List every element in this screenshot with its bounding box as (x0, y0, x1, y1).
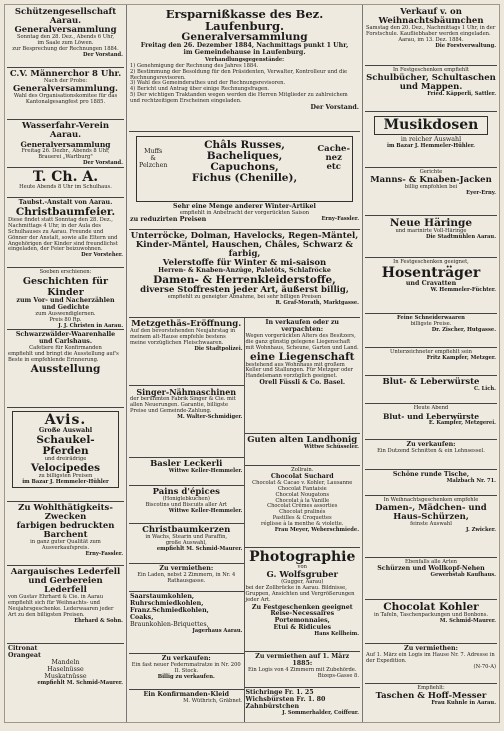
ad-vermiethen-logis-right (365, 644, 497, 684)
ad-weihnachtsbaeumchen (365, 6, 497, 66)
ad-text: Ruhrschmiedkohlen, (130, 599, 204, 607)
ad-geschichten (7, 268, 124, 330)
ad-signature: (N-70-A) (473, 663, 496, 670)
ad-text: empfiehlt in Anbetracht der vorgerückten Saison (179, 209, 310, 216)
ad-vermiethen-logis (245, 652, 361, 688)
column-middle (127, 5, 363, 722)
ad-text: und Gedichte (41, 303, 90, 311)
ad-text: Sonntag den 28. Dez., Abends 6 Uhr, (16, 34, 115, 40)
ad-text: in ganz guter Qualität zum Ausverkaufspreis. (30, 539, 101, 551)
ad-text: empfiehlt und bringt die Ausstellung auf's Beste in empfehlende Erinnerung. (8, 350, 119, 363)
ad-shawls (129, 132, 360, 230)
ad-signature: Jagerhaus Aarau. (192, 627, 243, 634)
ad-title: Schwarzwälder-Waarenhalle (15, 331, 116, 338)
list-item: 3) Wahl des Gemeinderathes und der Rechnungsrevisoren. (130, 80, 286, 87)
ad-title: Aargauisches Lederfell (10, 567, 121, 577)
ad-text: Heute Abends 8 Uhr im Schulhaus. (19, 184, 112, 190)
ad-title: Zollrain. (291, 467, 314, 473)
ad-signature: R. Graf-Morath, Marktgasse. (275, 299, 359, 306)
ad-musikdosen (365, 112, 497, 168)
ad-citronat (7, 644, 124, 709)
ad-signature: Der Vorsteher. (81, 252, 123, 259)
ad-heading: eine Liegenschaft (250, 350, 355, 363)
ad-text: bei der Zollbrücke in Aarau. Bildnisse, Gruppen, Ansichten und Vergrößerungen jeder Art. (245, 584, 355, 603)
ad-signature: Ehrhard & Sohn. (74, 617, 123, 624)
ad-schneiderwaaren (365, 314, 497, 348)
ad-heading: Taschen & Hoff-Messer (375, 690, 487, 701)
ad-title: Verkauf v. on Weihnachtsbäumchen (378, 7, 484, 26)
ad-heading: Christbaumkerzen (142, 525, 231, 535)
ad-christbaumkerzen (129, 524, 244, 564)
ad-heading: Generalversammlung (20, 140, 111, 149)
ad-text: Kinder-Mäntel, Hauschen, Châles, Schwarz & farbig, (135, 240, 354, 259)
ad-title: Wasserfahr-Verein Aarau. (21, 121, 110, 140)
ad-heading: Ausstellung (30, 362, 101, 375)
ad-text: Freitag den 26. Dezember 1884, Nachmittags punkt 1 Uhr, (140, 42, 349, 49)
ad-text: Saarstaumkohlen, (130, 593, 195, 600)
newspaper-page (4, 4, 500, 723)
ad-text: réglisse à la menthe & violette. (261, 521, 344, 528)
ad-text: Kantonalgesangfest pro 1885. (25, 98, 106, 105)
ad-signature: Die Stadtmühlen Aarau. (425, 233, 496, 240)
ad-text: Franz.Schmiedkohlen, (130, 606, 209, 614)
ad-lederfell (7, 566, 124, 644)
ad-title: In Weihnachtsgeschenken empfehle (383, 497, 479, 503)
ad-signature: Fried. Käpperli, Sattler. (427, 90, 496, 97)
ad-text: nez (325, 153, 342, 163)
ad-signature: Frau Kuhnle in Aarau. (431, 699, 496, 706)
ad-wasserfahr (7, 120, 124, 168)
ad-signature: Wittwe Keller-Hemmeler. (168, 468, 243, 474)
ad-text: Portemonnaies, (274, 617, 330, 625)
ad-photographie (245, 548, 361, 652)
ad-text: und dreirädrige (44, 455, 87, 462)
ad-text: empfiehlt zu geneigter Abnahme, bei sehr billigen Preisen (167, 293, 322, 300)
ad-signature: Bizeps-Gasse 8. (317, 672, 359, 679)
ad-title: Zu Wohlthätigkeits-Zwecken (18, 503, 113, 522)
ad-text: Ein fast neuer Federnmatratze in Nr. 200 II. Stock. (131, 661, 241, 674)
ad-title: Feine Schneiderwaaren (397, 315, 465, 321)
ad-messer (365, 684, 497, 722)
ad-heading: und Mappen. (399, 81, 463, 92)
ad-text: (Gugger, Aarau) (281, 578, 324, 585)
ad-signature: Malzbach Nr. 71. (446, 477, 496, 484)
ad-basler (129, 458, 244, 486)
ad-signature: Der Vorstand. (83, 159, 123, 166)
list-item: 5) Der wichtigen Traktanden wegen werden die Herren Mitglieder zu zahlreichem und rechtzeitigem Erscheinen eingeladen. (130, 92, 348, 105)
ad-text: von Gustav Ehrhard & Cie. in Aarau empfiehlt sich für Weihnachts- und Neujahrsgeschenke. Lederwaaren jeder Art zu den billigsten Preisen. (8, 594, 114, 618)
ad-title: Zu vermiethen auf 1. März 1885: (255, 653, 350, 667)
ad-signature: M. Wüthrich, Gräbnet. (183, 697, 243, 704)
ad-heading: Damen- & Herrenkleiderstoffe, (153, 273, 336, 286)
ad-signature: E. Kampfer, Metzgerei. (428, 419, 496, 426)
ad-signature: Gewerbstab Kaufhaus. (430, 571, 496, 578)
ad-metzger-kampfer (365, 348, 497, 376)
ad-text: Mandeln (51, 658, 80, 666)
ad-text: Orangeat (8, 651, 41, 659)
ad-hosentraeger (365, 258, 497, 314)
ad-signature: Der Vorstand. (310, 104, 359, 112)
ad-heading: Christbaumfeier. (15, 205, 116, 218)
ad-text: Ein Dutzend Schnitten & ein Lehnsessel. (377, 447, 485, 454)
ad-title: Zu verkaufen: (161, 655, 211, 662)
ad-title: Empfiehlt: (417, 685, 445, 691)
ad-text: Muffs (144, 148, 163, 155)
ad-text: zur Besprechung der Rechnungen 1884. (12, 45, 119, 52)
ad-text: Muskatnüsse (44, 672, 87, 680)
ad-text: Auf den bevorstehenden Neujahrstag in meinem alt-Hause empfehle bestens meine vorzüglichen Fleischwaaren. (130, 328, 236, 346)
ad-liegenschaft (245, 318, 361, 434)
ad-text: zu billigsten Preisen (38, 472, 93, 479)
ad-heading: Avis. (44, 412, 87, 428)
ad-leberwuerste (365, 404, 497, 440)
ad-signature: J. J. Christen in Aarau. (58, 322, 123, 329)
ad-signature: Dr. Zischer, Hutgasse. (431, 326, 496, 333)
column-left (5, 5, 127, 722)
ad-maennerchor (7, 68, 124, 120)
ad-text: etc (326, 162, 341, 172)
ad-signature: C. Lich. (473, 386, 496, 392)
list-item: 2) Bestimmung der Besoldung für den Präsidenten, Verwalter, Kontrolleur und die Rechnungsrevisoren. (130, 68, 348, 81)
ad-title: In Festgeschenken geeignet, (393, 259, 469, 265)
ad-title: In verkaufen oder zu verpachten: (265, 319, 339, 333)
ad-title: Zu verkaufen: (406, 441, 456, 448)
ad-text: und Carlshaus. (38, 337, 93, 345)
ad-text: Reise-Necessaires (270, 610, 335, 618)
ad-text: Zahnbürstchen (245, 702, 300, 710)
ad-heading: Damen-, Mädchen- und Haus-Schürzen, (375, 502, 487, 522)
ad-title: Gerichte (419, 169, 443, 175)
ad-text: Ein Laden, nebst 2 Zimmern, in Nr. 4 Rathausgasse. (137, 571, 236, 584)
ad-signature: M. Schmid-Maurer. (439, 617, 496, 624)
ad-text: zum Auswendiglernen. (35, 310, 96, 317)
ad-heading: Generalversammlung (14, 25, 117, 35)
ad-heading: Geschichten für Kinder (22, 275, 109, 298)
ad-heading: Fichus (Chenille), (191, 172, 298, 184)
ad-avis (7, 408, 124, 502)
ad-title: Zu vermiethen: (159, 565, 214, 572)
ad-text: Freitag 26. Dezbr., Abends 8 Uhr, (21, 148, 110, 154)
ad-wollkopf (365, 558, 497, 600)
ad-stichringe (245, 688, 361, 722)
ad-heading: Chocolat Kohler (383, 601, 479, 613)
ad-landhonig (245, 434, 361, 466)
ad-signature: Orell Füssli & Co. Basel. (259, 379, 346, 387)
ad-text: billig empfohlen bei (404, 183, 458, 190)
ad-heading: Capuchons, (210, 161, 279, 173)
ad-text: Wegen vorgerückten Alters des Besitzers, die ganz günstig gelegene Liegenschaft mit Wohnhaus, Scheune, Garten und Land. (245, 332, 359, 351)
ad-text: Chocolat Suchard (270, 472, 334, 480)
ad-text: Etui & Ridicules (273, 624, 332, 632)
ad-text: Chocolat Fantaisie (277, 485, 327, 492)
ad-heading: Velocipedes (30, 461, 101, 474)
ad-text: Brauerei „Wartburg" (38, 153, 93, 160)
ad-chocolat-suchard (245, 466, 361, 548)
ad-text: und Cravatten (405, 279, 457, 287)
ad-text: Nach der Probe: (43, 78, 88, 84)
ad-heading: Schaukel-Pferden (36, 433, 95, 457)
ad-text: Große Auswahl (38, 427, 93, 434)
ad-title: Schützengesellschaft Aarau. (14, 7, 117, 26)
ad-signature: Erny-Fassler. (321, 215, 359, 222)
ad-text: Velerstoffe für Winter & mi-saison (162, 258, 327, 268)
ad-heading: und Gerbereien Lederfell (28, 576, 103, 595)
ad-heading: Hosenträger (381, 264, 481, 281)
ad-signature: J. Sommerhalder, Coiffeur. (282, 709, 359, 716)
ad-signature: im Bazar J. Hemmeler-Hühler. (387, 142, 475, 149)
ad-title: Metzgethäs-Eröffnung. (131, 319, 242, 329)
ad-ersparniskasse (129, 6, 360, 132)
ad-heading: Bacheliques, (206, 150, 283, 162)
ad-text: Haselnüsse (47, 665, 84, 673)
ad-signature: W. Hemmeler-Füchter. (430, 286, 496, 293)
ad-text: Chocolat Nougatons (275, 491, 330, 498)
ad-singer (129, 386, 244, 458)
ad-text: große Auswahl, (165, 539, 207, 546)
ad-title: Ersparnißkasse des Bez. Laufenburg. (165, 7, 324, 33)
ad-text: Preis 80 Rp. (49, 316, 82, 323)
ad-text: billigste Preise. (410, 320, 452, 327)
ad-heading: Schulbücher, Schultaschen (366, 72, 496, 83)
ad-text: Wichsbürsten Fr. 1. 80 (245, 695, 326, 703)
ad-text: & (150, 154, 156, 162)
ad-text: Chocolat Crêmes assorties (267, 503, 338, 510)
ad-schulbuecher (365, 66, 497, 112)
ad-text: diverse Stoffresten jeder Art, äußerst billig, (140, 284, 349, 295)
ad-vermiethen-laden (129, 564, 244, 592)
ad-heading: T. Ch. A. (32, 169, 99, 185)
ad-text: (Honiglebkuchen) (162, 496, 210, 502)
split-left (129, 318, 245, 722)
ad-text: Stichringe Fr. 1. 25 (245, 689, 314, 696)
ad-heading: Pains d'épices (152, 487, 220, 497)
ad-title: Taubst.-Anstalt von Aarau. (18, 199, 113, 206)
ad-text: Soeben erschienen: (39, 269, 92, 275)
ad-text: feinste Auswahl (410, 520, 452, 527)
ad-title: Zu Festgeschenken geeignet (251, 603, 353, 611)
ad-heading: farbigen bedruckten Barchent (16, 521, 115, 540)
ad-text: und marinirte Voll-Häringe (395, 228, 467, 234)
ad-text: bestehend aus Wohnhaus mit großem Keller und Stallungen. Für Metzger oder Handelsmann vorzüglich geeignet. (245, 361, 354, 380)
ad-signature: Billig zu verkaufen. (157, 673, 215, 680)
ad-title: Zu vermiethen: (404, 645, 458, 652)
ad-text: Chocolat & Cacao v. Kohler, Lausanne (252, 479, 353, 486)
ad-kohlen (129, 592, 244, 654)
ad-text: zu reduzirten Preisen (130, 215, 207, 223)
ad-tcha (7, 168, 124, 198)
ad-schwarzwaelder (7, 330, 124, 408)
ad-heading: Blut- & Leberwürste (382, 377, 480, 387)
ad-signature: Die Forstverwaltung. (435, 42, 496, 49)
ad-text: Coaks, (130, 613, 154, 621)
list-item: 4) Bericht und Antrag über einige Rechnungsfragen. (130, 86, 270, 93)
ad-schuetzen (7, 6, 124, 68)
ad-text: Pastilles & Croquettes (272, 515, 332, 522)
ad-damen-kleider (129, 230, 360, 318)
ad-title: Unterzeichneter empfiehlt sein (389, 349, 473, 355)
ad-signature: empfiehlt M. Schmid-Maurer. (156, 545, 243, 552)
ad-text: Unterröcke, Dolman, Havelocks, Regen-Mäntel, (130, 231, 359, 241)
ad-heading: Manns- & Knaben-Jacken (370, 174, 492, 185)
ad-chocolat-kohler (365, 600, 497, 644)
ad-text: Verhandlungsgegenstände: (204, 56, 285, 63)
split-right (245, 318, 361, 722)
ad-text: in Tafeln, Taschenpackungen und Bonbons. (373, 612, 489, 618)
ad-schuerzen (365, 496, 497, 558)
ad-heading: Generalversammlung. (12, 83, 119, 94)
ad-signature: Eyer-Erny. (466, 189, 496, 196)
ad-text: Ein Logis von 4 Zimmern mit Zubehörde. (247, 666, 357, 673)
ad-heading: Photographie (249, 549, 356, 565)
ad-title: Schöne runde Tische, (392, 471, 470, 478)
ad-text: in Wachs, Stearin und Paraffin, (145, 534, 228, 540)
ad-text: Herren- & Knaben-Anzüge, Paletôts, Schlafröcke (158, 267, 331, 274)
ad-blutwuerste (365, 376, 497, 404)
ad-tische (365, 470, 497, 496)
ad-heading: Musikdosen (383, 117, 479, 133)
ad-wohlthaetigkeit (7, 502, 124, 566)
ad-heading: Generalversammlung (181, 31, 308, 43)
ad-text: Chocolat à la Vanille (275, 497, 330, 504)
ad-text: Sehr eine Menge anderer Winter-Artikel (173, 203, 316, 210)
ad-text: Auf 1. März ein Logis im Hause Nr. 7. Adresse in der Expedition. (366, 651, 495, 664)
ad-heading: Neue Häringe (389, 217, 473, 229)
ad-verkaufen-matratze (129, 654, 244, 690)
ad-title: C.V. Männerchor 8 Uhr. (9, 69, 122, 79)
ad-title: Singer-Nähmaschinen (136, 387, 237, 397)
ad-text: im Saale zum Löwen. (37, 39, 94, 46)
ad-signature: Hans Kellheim. (314, 631, 359, 638)
ad-text: Braunkohlen-Briquettes, (130, 620, 209, 628)
ad-signature: Fritz Kampfer, Metzger. (426, 354, 496, 361)
ad-heading: Basler Leckerli (150, 459, 223, 469)
ad-text: der berühmten Fabrik Singer & Cie. mit allen Neuerungen. Garantie, billigste Preise und Gemeinde-Zahlung. (130, 396, 236, 414)
ad-heading: Schürzen und Wollkopf-Nehen (377, 564, 485, 572)
ad-text: zum Vor- und Nacherzählen (16, 296, 115, 304)
column-right (363, 5, 499, 722)
ad-knabenjacken (365, 168, 497, 216)
ad-text: Pelzchen (139, 161, 168, 169)
ad-text: Cafetiere für Konfirmanden (29, 344, 102, 351)
ad-text: Citronat (8, 645, 38, 652)
ad-signature: Der Vorstand. (83, 51, 123, 58)
ad-text: Biscotins und Biscuits aller Art (145, 501, 228, 508)
list-item: 1) Genehmigung der Rechnung des Jahres 1884. (130, 62, 259, 69)
ad-signature: Wittwe Keller-Hemmeler. (168, 507, 243, 514)
ad-zu-verkaufen (365, 440, 497, 470)
ad-text: Cache- (317, 144, 350, 154)
ad-signature: M. Walter-Schmidiger. (177, 413, 243, 420)
ad-text: Wahl des Organisationskomitee für das (13, 92, 118, 99)
split-section (129, 318, 360, 722)
ad-text: Chocolat pralinés (279, 509, 326, 516)
ad-pains (129, 486, 244, 524)
ad-signature: im Bazar J. Hemmeler-Hühler (22, 478, 109, 485)
ad-heading: Blut- und Leberwürste (382, 411, 480, 421)
ad-text: Diese findet statt Sonntag den 28. Dez., Nachmittags 4 Uhr, in der Aula des Schulhauses zu Aarau. Freunde und Gönner der Anstalt, sowie alle Eltern und Angehörigen der Kinder sind freundlichst eingeladen, der Feier beizuwohnen. (8, 216, 118, 253)
ad-heading: Guten alten Landhonig (247, 435, 358, 445)
ad-date: Aarau, im 13. Dez. 1884. (398, 36, 464, 43)
ad-signature: empfiehlt M. Schmid-Maurer. (37, 679, 123, 686)
ad-signature: Erny-Fassler. (85, 550, 123, 557)
ad-signature: Wittwe Schüsseler. (304, 444, 359, 450)
ad-title: Ein Konfirmanden-Kleid (143, 691, 230, 698)
ad-text: Samstag den 20. Dez., Nachmittags 1 Uhr, in der Forstschule. Kaufliebhaber werden eingeladen. (366, 25, 496, 37)
ad-title: Heute Abend (413, 405, 449, 411)
ad-haeringe (365, 216, 497, 258)
ad-text: im Gemeindehause in Laufenburg. (183, 48, 306, 56)
ad-signature: Die Stadtpolizei. (194, 345, 243, 352)
ad-title: Ebenfalls alle Arten (404, 559, 457, 565)
ad-heading: Châls Russes, (204, 139, 285, 151)
ad-signature: J. Zwicker. (465, 526, 496, 533)
ad-title: In Festgeschenken empfiehlt (392, 67, 469, 73)
ad-text: G. Wolfsgruber (266, 569, 338, 580)
ad-metzgethaes (129, 318, 244, 386)
ad-text: von (297, 564, 307, 570)
ad-konfirmanden (129, 690, 244, 719)
ad-signature: Frau Meyer, Weberschmiede. (274, 527, 359, 534)
ad-text: in reicher Auswahl (400, 136, 462, 143)
ad-taubstummen (7, 198, 124, 268)
